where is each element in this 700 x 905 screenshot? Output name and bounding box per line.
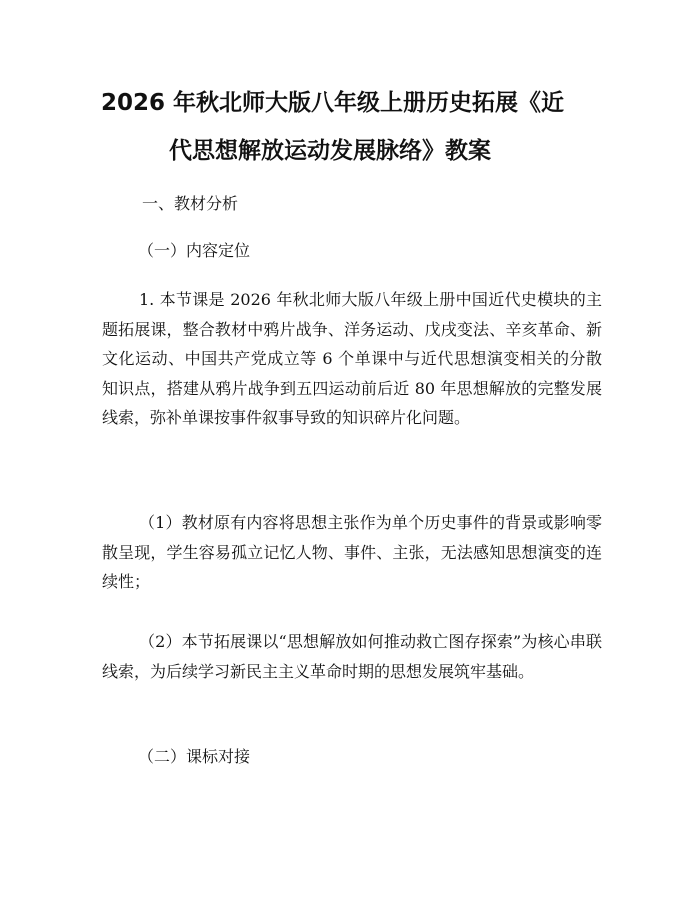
subsection-heading-content-positioning: （一）内容定位 xyxy=(138,241,251,260)
section-heading-textbook-analysis: 一、教材分析 xyxy=(142,194,239,213)
subsection-heading-curriculum-alignment: （二）课标对接 xyxy=(138,747,251,766)
document-title-line-2: 代思想解放运动发展脉络》教案 xyxy=(169,138,491,164)
paragraph-3: （2）本节拓展课以“思想解放如何推动救亡图存探索”为核心串联线索，为后续学习新民主主义革命时期的思想发展筑牢基础。 xyxy=(102,632,602,681)
document-title-line-1: 2026 年秋北师大版八年级上册历史拓展《近 xyxy=(101,90,565,116)
paragraph-1: 1. 本节课是 2026 年秋北师大版八年级上册中国近代史模块的主题拓展课，整合教材中鸦片战争、洋务运动、戊戌变法、辛亥革命、新文化运动、中国共产党成立等 6 个单课中与近代思想演变相关的分散知识点，搭建从鸦片战争到五四运动前后近 80 年思想解放的完整发展线索，弥补单课按事件叙事导致的知识碎片化问题。 xyxy=(102,290,602,427)
paragraph-2: （1）教材原有内容将思想主张作为单个历史事件的背景或影响零散呈现，学生容易孤立记忆人物、事件、主张，无法感知思想演变的连续性； xyxy=(102,513,602,591)
